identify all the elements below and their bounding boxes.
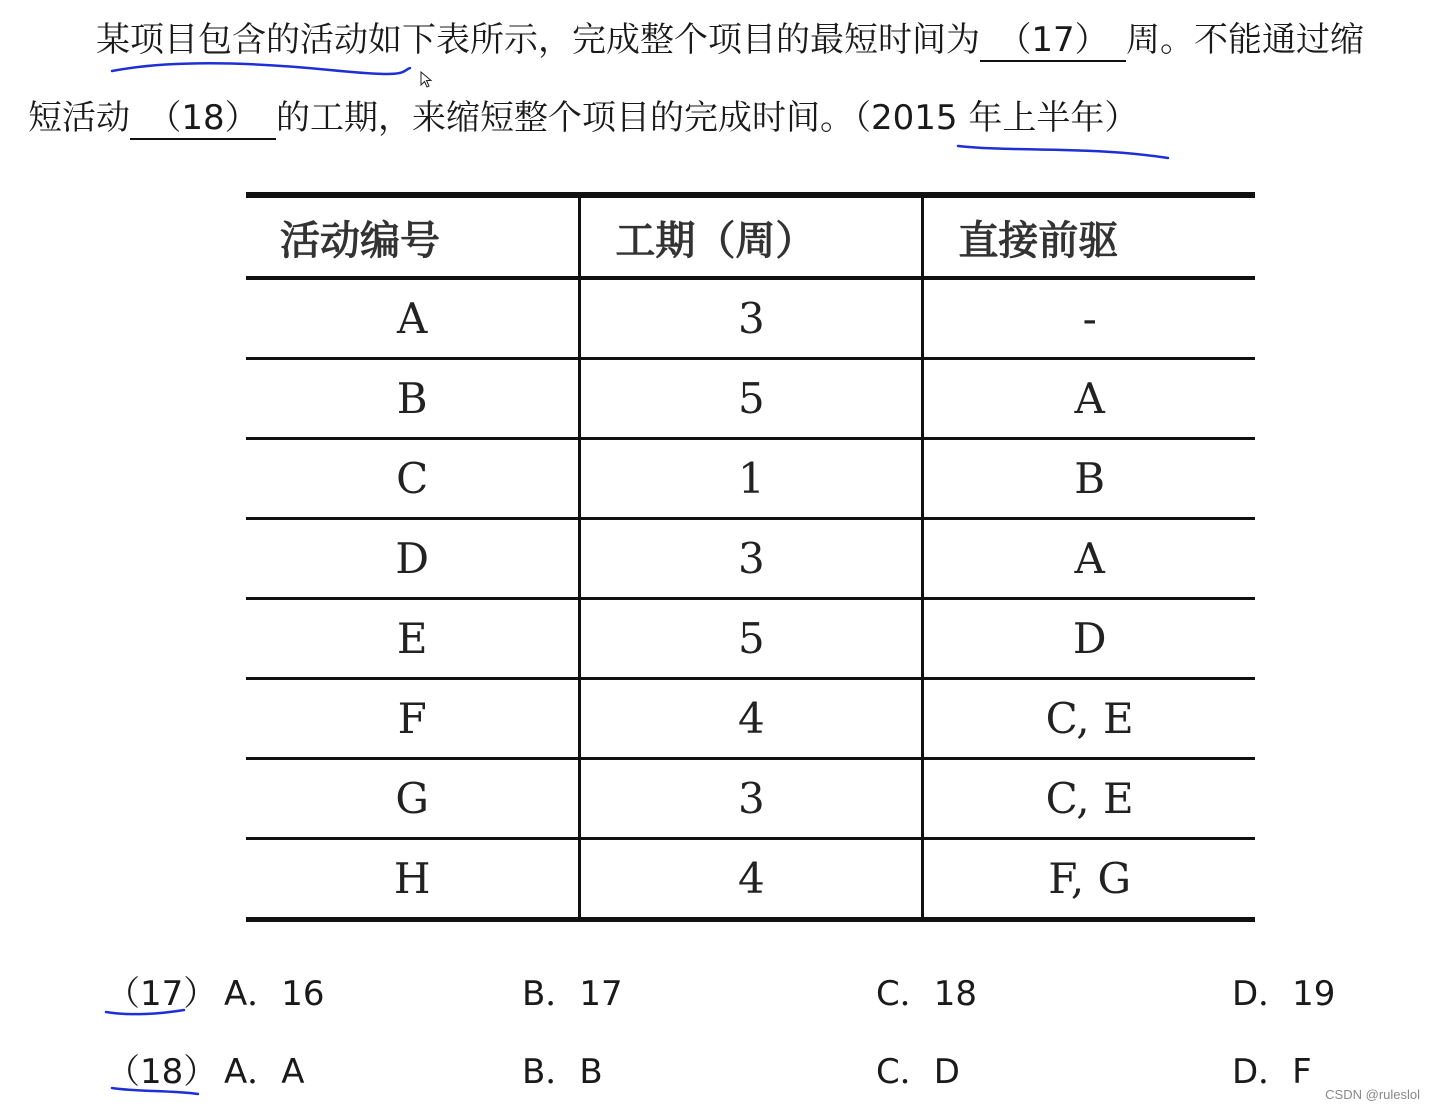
cell-activity-id: G (246, 759, 580, 839)
cell-predecessor: C, E (923, 679, 1255, 759)
question-line-2 (28, 96, 1138, 140)
option-c: C．18 (876, 974, 978, 1014)
question-line-1 (96, 18, 1364, 62)
answer-blank-17: （17） (980, 20, 1126, 62)
table-row (246, 839, 1255, 920)
header-predecessor: 直接前驱 (923, 195, 1255, 278)
answer-blank-18: （18） (130, 98, 276, 140)
cell-activity-id: E (246, 599, 580, 679)
activity-table (246, 192, 1255, 922)
option-b: B．B (522, 1052, 603, 1092)
table-row (246, 599, 1255, 679)
option-a: A．A (224, 1052, 305, 1092)
cell-activity-id: B (246, 359, 580, 439)
options-row-17 (0, 966, 1434, 1016)
option-d: D．19 (1232, 974, 1336, 1014)
option-d: D．F (1232, 1052, 1312, 1092)
cell-duration: 1 (580, 439, 923, 519)
cell-activity-id: F (246, 679, 580, 759)
table-row (246, 759, 1255, 839)
header-duration: 工期（周） (580, 195, 923, 278)
header-activity-id: 活动编号 (246, 195, 580, 278)
cell-duration: 5 (580, 599, 923, 679)
option-a: A．16 (224, 974, 325, 1014)
cell-predecessor: - (923, 278, 1255, 359)
question-text-part2: 周。不能通过缩 (1126, 20, 1364, 60)
cell-duration: 4 (580, 679, 923, 759)
cell-activity-id: A (246, 278, 580, 359)
table-row (246, 679, 1255, 759)
cell-duration: 5 (580, 359, 923, 439)
cell-duration: 3 (580, 278, 923, 359)
table-row (246, 439, 1255, 519)
cell-activity-id: H (246, 839, 580, 920)
cell-predecessor: A (923, 519, 1255, 599)
mouse-cursor-icon (420, 71, 434, 89)
cell-duration: 3 (580, 759, 923, 839)
options-row-18 (0, 1044, 1434, 1094)
cell-predecessor: A (923, 359, 1255, 439)
table-header-row (246, 195, 1255, 278)
cell-predecessor: B (923, 439, 1255, 519)
cell-duration: 4 (580, 839, 923, 920)
table-row (246, 359, 1255, 439)
cell-duration: 3 (580, 519, 923, 599)
question-text-part4: 的工期，来缩短整个项目的完成时间。（2015 年上半年） (276, 98, 1139, 138)
cell-activity-id: C (246, 439, 580, 519)
option-label: （17） (106, 974, 218, 1014)
table-row (246, 278, 1255, 359)
pen-underline-year (950, 136, 1180, 166)
question-text-part3: 短活动 (28, 98, 130, 138)
question-text-part1: 某项目包含的活动如下表所示，完成整个项目的最短时间为 (96, 20, 980, 60)
cell-predecessor: F, G (923, 839, 1255, 920)
option-c: C．D (876, 1052, 960, 1092)
option-label: （18） (106, 1052, 218, 1092)
cell-activity-id: D (246, 519, 580, 599)
table-row (246, 519, 1255, 599)
cell-predecessor: C, E (923, 759, 1255, 839)
cell-predecessor: D (923, 599, 1255, 679)
option-b: B．17 (522, 974, 623, 1014)
watermark: CSDN @ruleslol (1325, 1087, 1420, 1102)
